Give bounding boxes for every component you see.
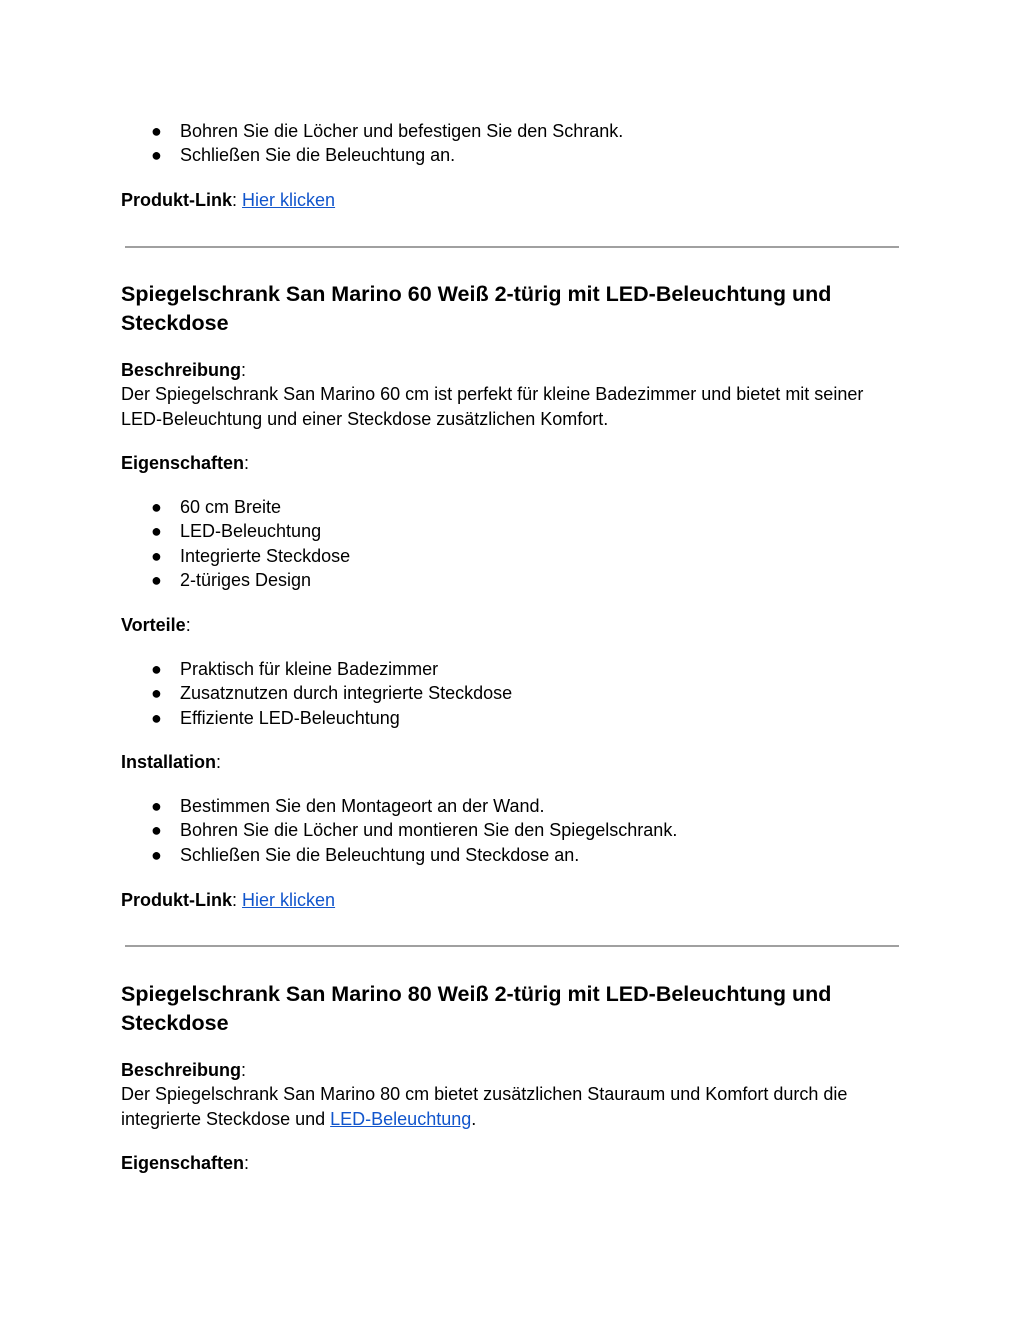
description-text: Der Spiegelschrank San Marino 60 cm ist perfekt für kleine Badezimmer und bietet mit seiner LED-Beleuchtung und einer Steckdose zusätzlichen Komfort. — [121, 384, 864, 429]
installation-list — [121, 794, 901, 867]
installation-label: Installation — [121, 752, 217, 772]
section2-description: Beschreibung: Der Spiegelschrank San Marino 80 cm bietet zusätzlichen Stauraum und Komfort durch die integrierte Steckdose und LED-Beleuchtung. — [121, 1058, 901, 1131]
bullet-icon: ● — [151, 820, 162, 841]
list-item: ● Integrierte Steckdose — [121, 544, 901, 568]
section2-properties-label: Eigenschaften: — [121, 1153, 250, 1173]
bullet-icon: ● — [151, 683, 162, 704]
list-item: ● Bestimmen Sie den Montageort an der Wand. — [121, 794, 901, 818]
properties-label: Eigenschaften — [121, 453, 245, 473]
section-title: Spiegelschrank San Marino 60 Weiß 2-türig mit LED-Beleuchtung und Steckdose — [121, 282, 832, 335]
section1-properties-label: Eigenschaften: — [121, 453, 250, 473]
section1-advantages-list-block — [121, 657, 901, 730]
list-item: ● 60 cm Breite — [121, 495, 901, 519]
advantages-list — [121, 657, 901, 730]
product-link[interactable]: Hier klicken — [242, 190, 336, 210]
description-text: Der Spiegelschrank San Marino 80 cm bietet zusätzlichen Stauraum und Komfort durch die integrierte Steckdose und LED-Beleuchtung. — [121, 1084, 848, 1129]
product-link-label: Produkt-Link — [121, 890, 232, 910]
list-item: ● LED-Beleuchtung — [121, 519, 901, 543]
section1-title-block — [121, 280, 901, 337]
bullet-icon: ● — [151, 121, 162, 141]
properties-list — [121, 495, 901, 593]
list-item: ● Bohren Sie die Löcher und montieren Sie den Spiegelschrank. — [121, 818, 901, 842]
section1-description: Beschreibung: Der Spiegelschrank San Marino 60 cm ist perfekt für kleine Badezimmer und bietet mit seiner LED-Beleuchtung und einer Steckdose zusätzlichen Komfort. — [121, 358, 901, 431]
top-install-list-block — [121, 119, 901, 168]
product-link-label: Produkt-Link — [121, 190, 232, 210]
section1-product-link-row: Produkt-Link: Hier klicken — [121, 890, 336, 910]
bullet-icon: ● — [151, 659, 162, 679]
description-label: Beschreibung — [121, 360, 242, 380]
bullet-icon: ● — [151, 707, 162, 728]
bullet-icon: ● — [151, 545, 162, 566]
section1-advantages-label: Vorteile: — [121, 615, 191, 635]
list-item: ● Zusatznutzen durch integrierte Steckdose — [121, 681, 901, 705]
list-item: ● Praktisch für kleine Badezimmer — [121, 657, 901, 681]
bullet-icon: ● — [151, 497, 162, 517]
bullet-icon: ● — [151, 145, 162, 166]
top-install-list — [121, 119, 901, 168]
section2-title-block — [121, 980, 901, 1037]
section-title: Spiegelschrank San Marino 80 Weiß 2-türig mit LED-Beleuchtung und Steckdose — [121, 982, 832, 1035]
divider — [125, 246, 899, 248]
list-item: ● Bohren Sie die Löcher und befestigen Sie den Schrank. — [121, 119, 901, 143]
divider — [125, 945, 899, 947]
list-item: ● Effiziente LED-Beleuchtung — [121, 706, 901, 730]
bullet-icon: ● — [151, 796, 162, 816]
bullet-icon: ● — [151, 844, 162, 865]
product-link[interactable]: Hier klicken — [242, 890, 336, 910]
section1-installation-list-block — [121, 794, 901, 867]
led-lighting-link[interactable]: LED-Beleuchtung — [330, 1108, 472, 1129]
list-item: ● Schließen Sie die Beleuchtung an. — [121, 143, 901, 167]
list-item: ● Schließen Sie die Beleuchtung und Steckdose an. — [121, 843, 901, 867]
bullet-icon: ● — [151, 521, 162, 542]
properties-label: Eigenschaften — [121, 1153, 245, 1173]
section1-installation-label: Installation: — [121, 752, 222, 772]
advantages-label: Vorteile — [121, 615, 186, 635]
bullet-icon: ● — [151, 570, 162, 591]
description-label: Beschreibung — [121, 1060, 242, 1080]
top-product-link-row: Produkt-Link: Hier klicken — [121, 190, 336, 210]
section1-properties-list-block — [121, 495, 901, 593]
list-item: ● 2-türiges Design — [121, 568, 901, 592]
